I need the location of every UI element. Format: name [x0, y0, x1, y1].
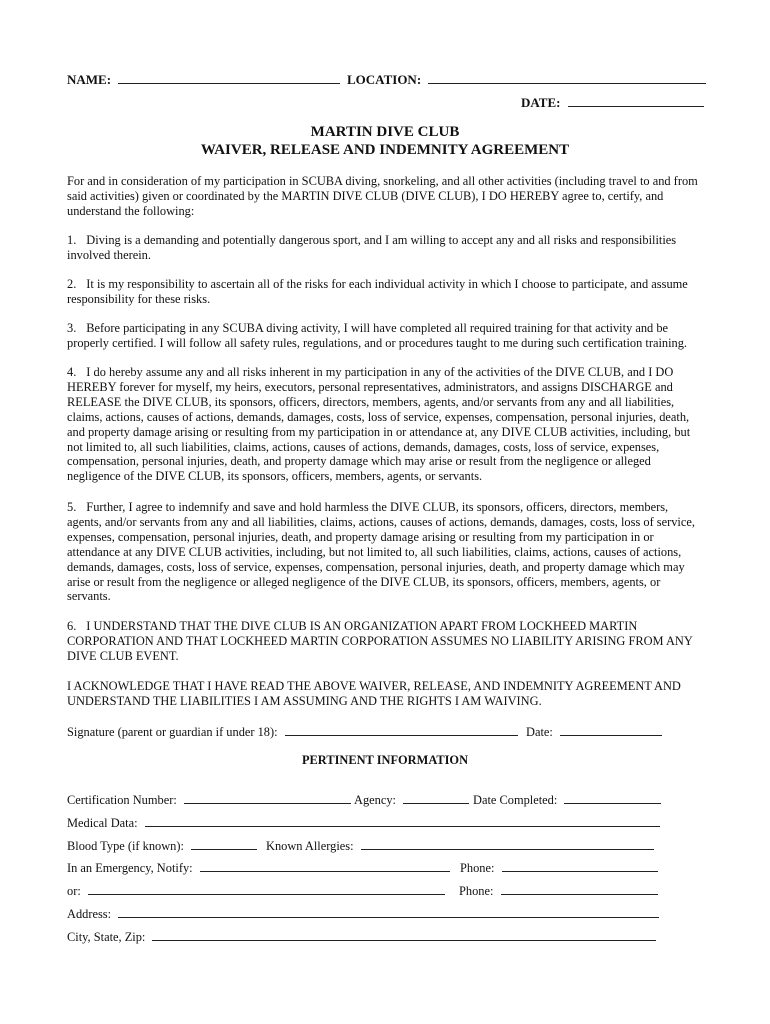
- location-label: LOCATION:: [347, 72, 422, 87]
- acknowledgement-paragraph: I ACKNOWLEDGE THAT I HAVE READ THE ABOVE WAIVER, RELEASE, AND INDEMNITY AGREEMENT AND UNDERSTAND THE LIABILITIES I AM ASSUMING AND THE RIGHTS I AM WAIVING.: [67, 679, 681, 708]
- city-row: [67, 927, 656, 945]
- address-field[interactable]: [118, 904, 659, 918]
- emergency-field[interactable]: [200, 858, 450, 872]
- signature-row: [67, 722, 518, 740]
- clause-number: 6.: [67, 619, 77, 633]
- signature-date-row: [526, 722, 662, 740]
- clause-text: It is my responsibility to ascertain all of the risks for each individual activity in which I choose to participate, and assume responsibility for these risks.: [67, 277, 688, 306]
- location-row: [347, 70, 706, 88]
- date-field[interactable]: [568, 93, 704, 107]
- certification-label: Certification Number:: [67, 793, 177, 807]
- clause-2: [67, 277, 699, 307]
- club-title: MARTIN DIVE CLUB: [310, 124, 460, 140]
- phone-field[interactable]: [502, 858, 658, 872]
- phone-label: Phone:: [460, 861, 495, 875]
- clause-number: 2.: [67, 277, 77, 291]
- clause-text: I UNDERSTAND THAT THE DIVE CLUB IS AN ORGANIZATION APART FROM LOCKHEED MARTIN CORPORATION AND THAT LOCKHEED MARTIN CORPORATION ASSUMES NO LIABILITY ARISING FROM ANY DIVE CLUB EVENT.: [67, 619, 693, 663]
- or-label: or:: [67, 884, 81, 898]
- signature-label: Signature (parent or guardian if under 18):: [67, 725, 278, 739]
- clause-text: Further, I agree to indemnify and save and hold harmless the DIVE CLUB, its sponsors, officers, directors, members, agents, and/or servants from any and all liabilities, claims, actions, causes of actions, demands, damages, costs, loss of service, expenses, compensation, personal injuries, death, and property damage arising or resulting from my participation in or attendance at any DIVE CLUB activities, including, but not limited to, all such liabilities, claims, actions, causes of actions, demands, damages, costs, loss of service, expenses, compensation, personal injuries, death, and property damage which may arise or result from the negligence or alleged negligence of the DIVE CLUB, its sponsors, officers, members, agents, or servants.: [67, 500, 695, 604]
- phone-row: [460, 858, 658, 876]
- clause-number: 4.: [67, 365, 77, 379]
- allergies-field[interactable]: [361, 836, 654, 850]
- allergies-label: Known Allergies:: [266, 839, 354, 853]
- name-row: [67, 70, 340, 88]
- alternate-contact-row: [67, 881, 445, 899]
- phone2-row: [459, 881, 658, 899]
- clause-5: [67, 500, 699, 604]
- agreement-title: WAIVER, RELEASE AND INDEMNITY AGREEMENT: [200, 142, 570, 158]
- name-label: NAME:: [67, 72, 112, 87]
- agency-field[interactable]: [403, 790, 469, 804]
- emergency-label: In an Emergency, Notify:: [67, 861, 193, 875]
- address-row: [67, 904, 659, 922]
- clause-text: Before participating in any SCUBA diving activity, I will have completed all required training for that activity and be properly certified. I will follow all safety rules, regulations, and or procedures taught to me during such certification training.: [67, 321, 688, 350]
- date-label: DATE:: [521, 95, 561, 110]
- date-completed-label: Date Completed:: [473, 793, 558, 807]
- clause-number: 1.: [67, 233, 77, 247]
- emergency-row: [67, 858, 450, 876]
- date-completed-field[interactable]: [564, 790, 661, 804]
- blood-type-field[interactable]: [191, 836, 257, 850]
- name-field[interactable]: [118, 70, 340, 84]
- clause-4: [67, 365, 699, 484]
- clause-number: 5.: [67, 500, 77, 514]
- medical-row: [67, 813, 660, 831]
- signature-field[interactable]: [285, 722, 518, 736]
- pertinent-heading: PERTINENT INFORMATION: [301, 753, 469, 767]
- phone2-label: Phone:: [459, 884, 494, 898]
- certification-row: [67, 790, 351, 808]
- blood-type-row: [67, 836, 257, 854]
- city-field[interactable]: [152, 927, 656, 941]
- date-row: [521, 93, 704, 111]
- certification-field[interactable]: [184, 790, 351, 804]
- agency-row: [354, 790, 469, 808]
- agency-label: Agency:: [354, 793, 396, 807]
- clause-text: Diving is a demanding and potentially dangerous sport, and I am willing to accept any and all risks and responsibilities involved therein.: [67, 233, 677, 262]
- allergies-row: [266, 836, 654, 854]
- clause-3: [67, 321, 699, 351]
- clause-1: [67, 233, 699, 263]
- address-label: Address:: [67, 907, 112, 921]
- medical-label: Medical Data:: [67, 816, 138, 830]
- signature-date-label: Date:: [526, 725, 553, 739]
- clause-6: [67, 619, 699, 664]
- location-field[interactable]: [428, 70, 706, 84]
- blood-type-label: Blood Type (if known):: [67, 839, 184, 853]
- city-label: City, State, Zip:: [67, 930, 146, 944]
- intro-paragraph: For and in consideration of my participation in SCUBA diving, snorkeling, and all other activities (including travel to and from said activities) given or coordinated by the MARTIN DIVE CLUB (DIVE CLUB), I DO HEREBY agree to, certify, and understand the following:: [67, 174, 698, 218]
- signature-date-field[interactable]: [560, 722, 662, 736]
- clause-number: 3.: [67, 321, 77, 335]
- alternate-contact-field[interactable]: [88, 881, 445, 895]
- medical-field[interactable]: [145, 813, 660, 827]
- phone2-field[interactable]: [501, 881, 658, 895]
- clause-text: I do hereby assume any and all risks inherent in my participation in any of the activities of the DIVE CLUB, and I DO HEREBY forever for myself, my heirs, executors, personal representatives, administrators, and assigns DISCHARGE and RELEASE the DIVE CLUB, its sponsors, officers, directors, members, agents, and/or servants from any and all liabilities, claims, actions, causes of actions, demands, damages, costs, loss of service, expenses, compensation, personal injuries, death, and property damage arising or resulting from my participation in or attendance at, any DIVE CLUB activities, including, but not limited to, all such liabilities, claims, actions, causes of actions, demands, damages, costs, loss of service, expenses, compensation, personal injuries, death, and property damage which may arise or result from the negligence or alleged negligence of the DIVE CLUB, its sponsors, officers, members, agents, or servants.: [67, 365, 691, 484]
- date-completed-row: [473, 790, 661, 808]
